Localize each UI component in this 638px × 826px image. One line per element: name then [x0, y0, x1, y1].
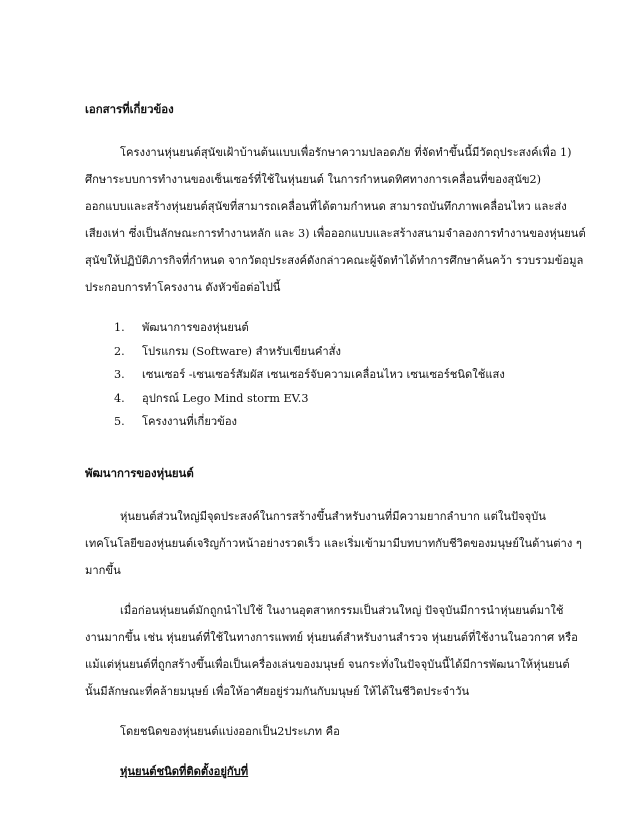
list-item [114, 365, 505, 389]
body-line: สุนัขให้ปฏิบัติภารกิจที่กำหนด จากวัตถุประสงค์ดังกล่าวคณะผู้จัดทำได้ทำการศึกษาค้นคว้า รวบรวมข้อมูล [85, 254, 584, 267]
section-heading-robot-development: พัฒนาการของหุ่นยนต์ [85, 466, 194, 480]
section-heading-related-docs: เอกสารที่เกี่ยวข้อง [85, 102, 174, 116]
body-line: เทคโนโลยีของหุ่นยนต์เจริญก้าวหน้าอย่างรวดเร็ว และเริ่มเข้ามามีบทบาทกับชีวิตของมนุษย์ในด้านต่าง ๆ [85, 537, 582, 550]
body-line: เสียงเห่า ซึ่งเป็นลักษณะการทำงานหลัก และ 3) เพื่อออกแบบและสร้างสนามจำลองการทำงานของหุ่นยนต์ [85, 227, 586, 240]
list-text: อุปกรณ์ Lego Mind storm EV.3 [142, 391, 309, 405]
list-item [114, 342, 505, 366]
list-number: 3. [114, 368, 125, 381]
list-text: เซนเซอร์ -เซนเซอร์สัมผัส เซนเซอร์จับความเคลื่อนไหว เซนเซอร์ชนิดใช้แสง [142, 368, 505, 381]
body-line: แม้แต่หุ่นยนต์ที่ถูกสร้างขึ้นเพื่อเป็นเครื่องเล่นของมนุษย์ จนกระทั่งในปัจจุบันนี้ได้มีการพัฒนาให้หุ่นยนต์ [85, 658, 570, 671]
list-number: 1. [114, 321, 125, 334]
body-line: ศึกษาระบบการทำงานของเซ็นเซอร์ที่ใช้ในหุ่นยนต์ ในการกำหนดทิศทางการเคลื่อนที่ของสุนัข2) [85, 173, 542, 186]
body-line: งานมากขึ้น เช่น หุ่นยนต์ที่ใช้ในทางการแพทย์ หุ่นยนต์สำหรับงานสำรวจ หุ่นยนต์ที่ใช้งานในอวกาศ หรือ [85, 631, 578, 644]
list-text: โปรแกรม (Software) สำหรับเขียนคำสั่ง [142, 344, 341, 358]
topic-list [114, 318, 505, 436]
body-line: มากขึ้น [85, 564, 121, 577]
list-number: 2. [114, 344, 125, 358]
body-line: เมื่อก่อนหุ่นยนต์มักถูกนำไปใช้ ในงานอุตสาหกรรมเป็นส่วนใหญ่ ปัจจุบันมีการนำหุ่นยนต์มาใช้ [120, 604, 564, 617]
list-item [114, 318, 505, 342]
list-item [114, 389, 505, 413]
body-line: โดยชนิดของหุ่นยนต์แบ่งออกเป็น2ประเภท คือ [120, 725, 340, 738]
body-line: ประกอบการทำโครงงาน ดังหัวข้อต่อไปนี้ [85, 281, 281, 294]
list-number: 5. [114, 415, 125, 428]
subheading-fixed-robot: หุ่นยนต์ชนิดที่ติดตั้งอยู่กับที่ [120, 764, 249, 778]
body-line: โครงงานหุ่นยนต์สุนัขเฝ้าบ้านต้นแบบเพื่อรักษาความปลอดภัย ที่จัดทำขึ้นนี้มีวัตถุประสงค์เพื่อ 1) [120, 146, 572, 159]
list-item [114, 412, 505, 436]
list-text: พัฒนาการของหุ่นยนต์ [142, 321, 249, 334]
body-line: นั้นมีลักษณะที่คล้ายมนุษย์ เพื่อให้อาศัยอยู่ร่วมกันกับมนุษย์ ให้ได้ในชีวิตประจำวัน [85, 685, 470, 698]
list-text: โครงงานที่เกี่ยวข้อง [142, 415, 237, 428]
body-line: หุ่นยนต์ส่วนใหญ่มีจุดประสงค์ในการสร้างขึ้นสำหรับงานที่มีความยากลำบาก แต่ในปัจจุบัน [120, 510, 546, 523]
body-line: ออกแบบและสร้างหุ่นยนต์สุนัขที่สามารถเคลื่อนที่ได้ตามกำหนด สามารถบันทึกภาพเคลื่อนไหว และส่ง [85, 200, 567, 213]
list-number: 4. [114, 391, 125, 405]
